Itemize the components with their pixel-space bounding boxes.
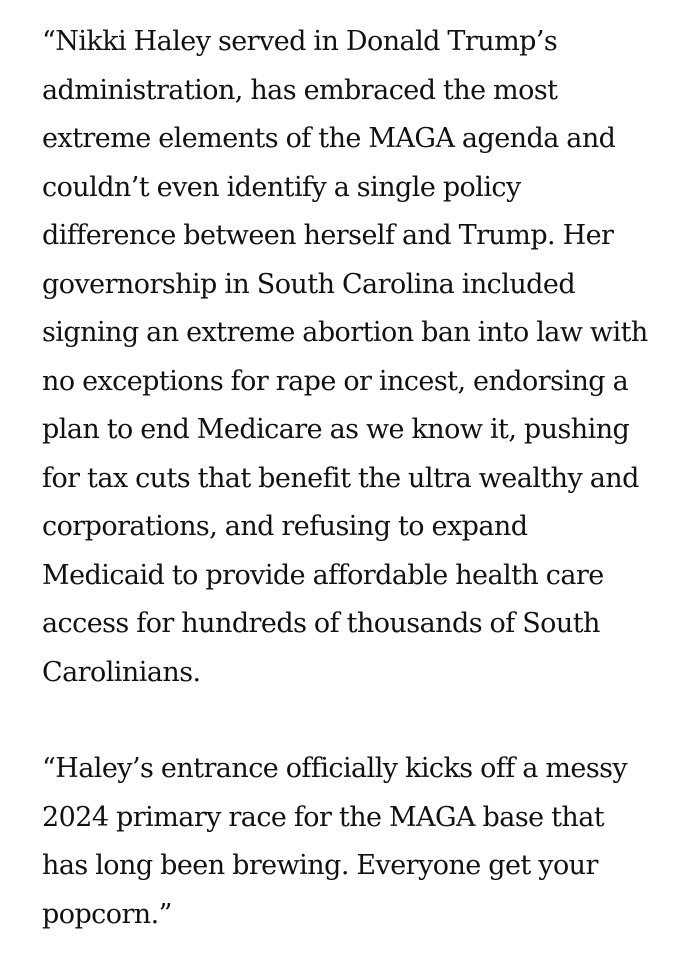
text-line: popcorn.” [42, 898, 172, 930]
quote-paragraph-1 [42, 18, 694, 697]
text-line: access for hundreds of thousands of South [42, 608, 600, 639]
quote-paragraph-2 [42, 745, 694, 939]
text-line: administration, has embraced the most [42, 74, 558, 106]
text-line: “Haley’s entrance officially kicks off a messy [42, 753, 628, 784]
text-line: “Nikki Haley served in Donald Trump’s [42, 26, 558, 57]
text-line: corporations, and refusing to expand [42, 511, 528, 542]
text-line: Carolinians. [42, 656, 201, 688]
text-line: 2024 primary race for the MAGA base that [42, 801, 605, 833]
text-line: Medicaid to provide affordable health care [42, 559, 604, 591]
text-line: difference between herself and Trump. Her [42, 220, 614, 251]
text-line: extreme elements of the MAGA agenda and [42, 123, 616, 154]
text-line: has long been brewing. Everyone get your [42, 850, 598, 881]
article-text [42, 18, 694, 939]
text-line: no exceptions for rape or incest, endorsing a [42, 365, 629, 397]
text-line: signing an extreme abortion ban into law with [42, 317, 648, 348]
text-line: plan to end Medicare as we know it, pushing [42, 414, 630, 445]
text-line: for tax cuts that benefit the ultra wealthy and [42, 462, 639, 494]
text-line: couldn’t even identify a single policy [42, 171, 521, 203]
text-line: governorship in South Carolina included [42, 268, 576, 300]
